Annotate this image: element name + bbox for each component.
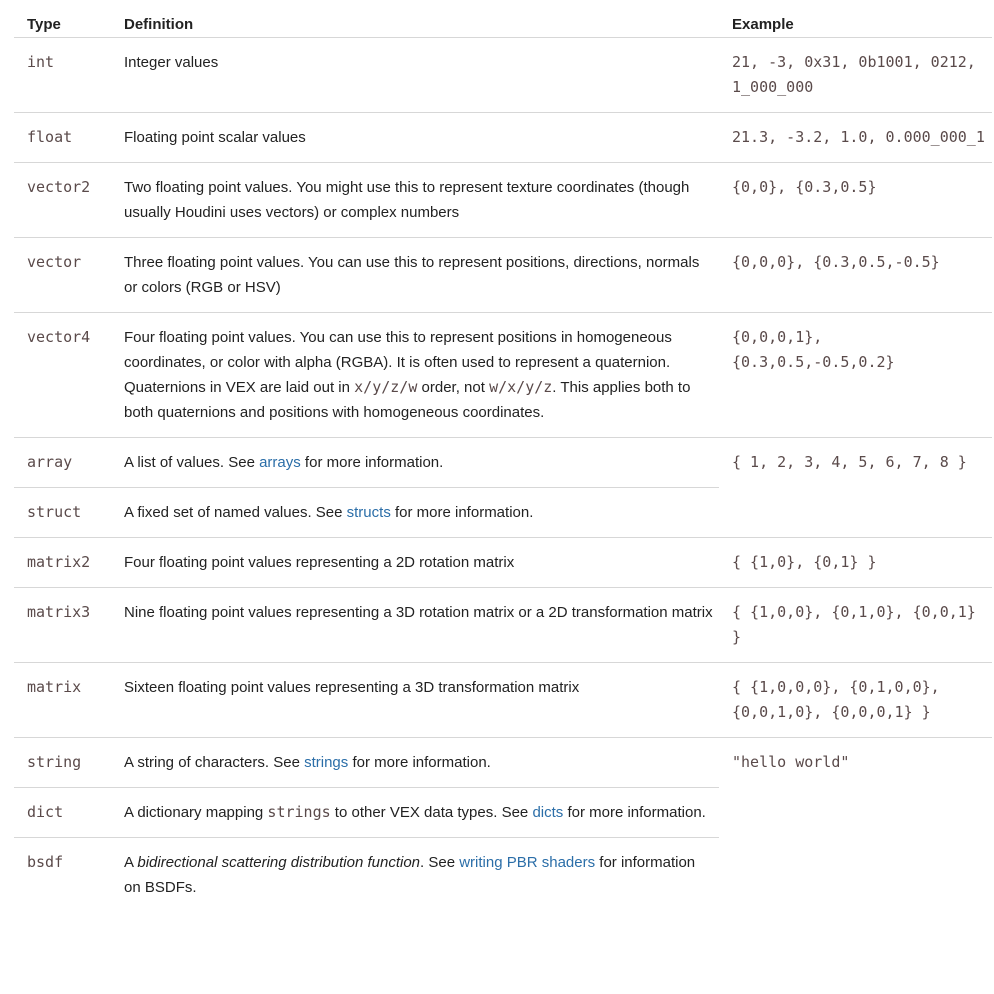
- table-row: [14, 313, 992, 438]
- definition-cell: [111, 313, 719, 438]
- example-cell: {0,0,0}, {0.3,0.5,-0.5}: [719, 238, 992, 313]
- type-cell: array: [14, 438, 111, 488]
- type-cell: float: [14, 113, 111, 163]
- strings-link[interactable]: strings: [304, 754, 349, 771]
- definition-text: for more information.: [348, 754, 491, 771]
- definition-cell: [111, 488, 719, 538]
- table-row: [14, 38, 992, 113]
- definition-cell: Two floating point values. You might use this to represent texture coordinates (though usually Houdini uses vectors) or complex numbers: [111, 163, 719, 238]
- type-cell: bsdf: [27, 853, 64, 871]
- example-cell: { {1,0,0,0}, {0,1,0,0}, {0,0,1,0}, {0,0,0,1} }: [719, 663, 992, 738]
- inline-code: x/y/z/w: [354, 378, 418, 396]
- example-cell: 21.3, -3.2, 1.0, 0.000_000_1: [719, 113, 992, 163]
- definition-text: for more information.: [390, 504, 534, 521]
- type-cell: vector: [14, 238, 111, 313]
- example-cell: "hello world": [732, 753, 850, 771]
- definition-cell: [111, 738, 719, 788]
- definition-cell: [111, 838, 719, 913]
- inline-code: strings: [267, 803, 331, 821]
- table-row: [14, 238, 992, 313]
- example-cell: 21, -3, 0x31, 0b1001, 0212, 1_000_000: [719, 38, 992, 113]
- table-row: [14, 438, 992, 488]
- definition-text: A list of values. See: [124, 454, 260, 471]
- arrays-link[interactable]: arrays: [259, 454, 301, 471]
- definition-cell: Integer values: [111, 38, 719, 113]
- dicts-link[interactable]: dicts: [532, 804, 564, 821]
- example-cell: { 1, 2, 3, 4, 5, 6, 7, 8 }: [732, 453, 967, 471]
- inline-code: w/x/y/z: [489, 378, 553, 396]
- definition-cell: Four floating point values representing a 2D rotation matrix: [111, 538, 719, 588]
- type-cell: matrix: [14, 663, 111, 738]
- type-cell: matrix2: [14, 538, 111, 588]
- type-cell: struct: [14, 488, 111, 538]
- definition-text: Four floating point values. You can use this to represent positions in homogeneous coordinates, or color with alpha (RGBA). It is often used to represent a quaternion. Quaternions in VEX are laid out in: [124, 329, 672, 396]
- example-cell: { {1,0}, {0,1} }: [719, 538, 992, 588]
- definition-cell: [111, 438, 719, 488]
- type-cell: int: [14, 38, 111, 113]
- header-type: Type: [14, 0, 111, 38]
- definition-text: A dictionary mapping: [124, 804, 268, 821]
- definition-text: for information on BSDFs.: [124, 854, 696, 896]
- pbr-shaders-link[interactable]: writing PBR shaders: [459, 854, 596, 871]
- header-definition: Definition: [111, 0, 719, 38]
- definition-text: . This applies both to both quaternions and positions with homogeneous coordinates.: [124, 379, 691, 421]
- definition-cell: Sixteen floating point values representing a 3D transformation matrix: [111, 663, 719, 738]
- definition-cell: [111, 788, 719, 838]
- header-example: Example: [719, 0, 992, 38]
- table-row: [14, 663, 992, 738]
- table-row: [14, 163, 992, 238]
- table-row: [14, 738, 992, 788]
- type-cell: vector2: [14, 163, 111, 238]
- type-cell: dict: [14, 788, 111, 838]
- definition-text: for more information.: [563, 804, 706, 821]
- definition-text: A fixed set of named values. See: [124, 504, 347, 521]
- table-row: [14, 113, 992, 163]
- definition-text: to other VEX data types. See: [330, 804, 533, 821]
- example-cell: { {1,0,0}, {0,1,0}, {0,0,1} }: [719, 588, 992, 663]
- definition-text: for more information.: [300, 454, 444, 471]
- emphasis-text: bidirectional scattering distribution function: [137, 854, 421, 871]
- type-cell: vector4: [14, 313, 111, 438]
- type-cell: string: [14, 738, 111, 788]
- structs-link[interactable]: structs: [346, 504, 391, 521]
- header-row: [14, 0, 992, 38]
- table-row: [14, 588, 992, 663]
- definition-text: . See: [420, 854, 460, 871]
- definition-text: A: [124, 854, 138, 871]
- definition-text: A string of characters. See: [124, 754, 305, 771]
- type-cell: matrix3: [14, 588, 111, 663]
- definition-cell: Three floating point values. You can use this to represent positions, directions, normals or colors (RGB or HSV): [111, 238, 719, 313]
- table-row: [14, 538, 992, 588]
- vex-types-table: [14, 0, 992, 912]
- example-cell: {0,0}, {0.3,0.5}: [719, 163, 992, 238]
- definition-cell: Nine floating point values representing a 3D rotation matrix or a 2D transformation matrix: [111, 588, 719, 663]
- example-cell: {0,0,0,1}, {0.3,0.5,-0.5,0.2}: [719, 313, 992, 438]
- definition-text: order, not: [417, 379, 490, 396]
- definition-cell: Floating point scalar values: [111, 113, 719, 163]
